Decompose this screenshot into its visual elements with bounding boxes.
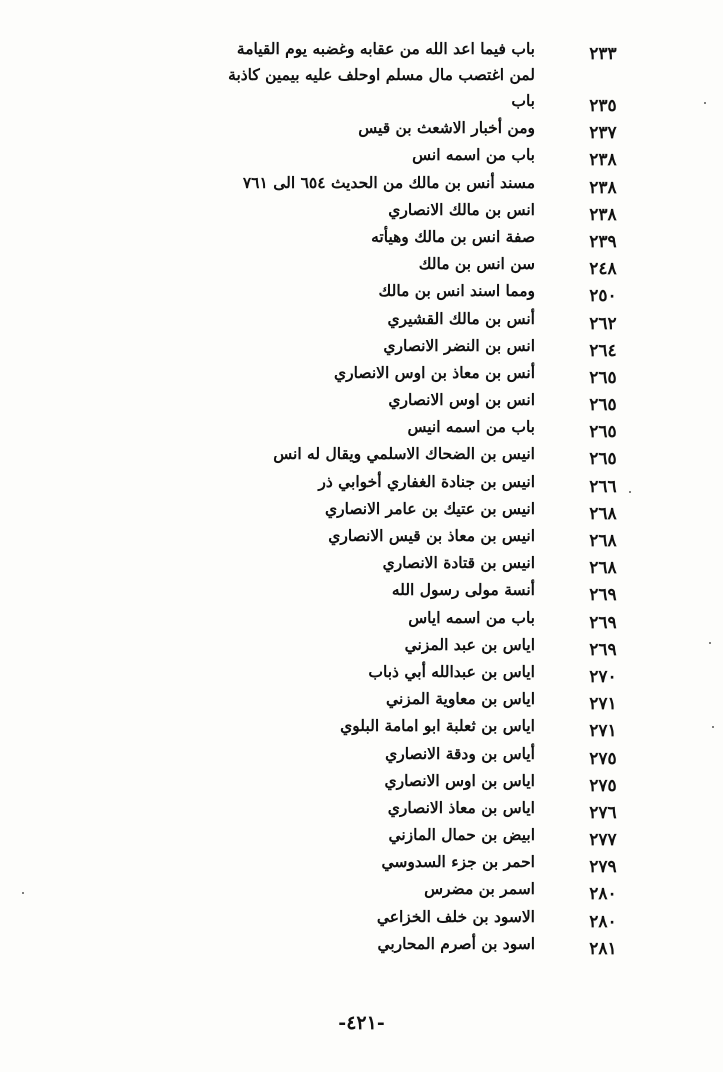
toc-entry [0,142,723,169]
entry-title: اياس بن ثعلبة ابو امامة البلوي [340,716,535,736]
entry-title: انيس بن الضحاك الاسلمي ويقال له انس [273,444,535,464]
entry-page-number: ٢٤٨ [589,259,617,280]
toc-entry [0,441,723,468]
scan-speck [712,726,714,728]
toc-entry [0,849,723,876]
toc-entry [0,523,723,550]
entry-page-number: ٢٨٠ [589,884,617,905]
entry-title: ومن أخبار الاشعث بن قيس [358,118,535,138]
toc-entry [0,632,723,659]
entry-page-number: ٢٦٥ [589,367,617,388]
toc-entry [0,876,723,903]
entry-title-line: باب فيما اعد الله من عقابه وغضبه يوم القيامة [236,39,535,58]
toc-entry [0,469,723,496]
entry-page-number: ٢٥٠ [589,286,617,307]
entry-page-number: ٢٧٧ [589,830,617,851]
scan-speck [709,642,711,644]
entry-page-number: ٢٦٩ [589,612,617,633]
entry-page-number: ٢٦٥ [589,422,617,443]
entry-title-line: لمن اغتصب مال مسلم اوحلف عليه بيمين كاذبة [228,65,535,84]
entry-page-number: ٢٦٨ [589,558,617,579]
entry-title: أنس بن مالك القشيري [387,308,535,328]
toc-entry [0,605,723,632]
entry-title: انيس بن معاذ بن قيس الانصاري [328,526,535,545]
toc-entry [0,306,723,333]
toc-entry [0,795,723,822]
entry-page-number: ٢٧٠ [589,666,617,687]
entry-page-number: ٢٦٩ [589,639,617,660]
entry-title: اياس بن معاوية المزني [386,689,535,709]
entry-title: أنسة مولى رسول الله [391,580,535,600]
entry-title: باب [511,91,535,110]
entry-title: باب من اسمه انس [412,145,535,165]
toc-entry [0,360,723,387]
toc-entry [0,659,723,686]
toc-entry [0,197,723,224]
toc-entry [0,822,723,849]
entry-page-number: ٢٦٩ [589,585,617,606]
entry-title: اسمر بن مضرس [424,879,535,899]
toc-entry [0,577,723,604]
toc-entry [0,741,723,768]
toc-entry [0,550,723,577]
entry-title: اياس بن عبد المزني [404,634,535,654]
entry-title: صفة انس بن مالك وهيأته [371,226,535,246]
toc-entry [0,333,723,360]
entry-page-number: ٢٣٨ [589,204,617,225]
page-number-footer: -٤٢١- [338,1012,385,1034]
entry-title: اياس بن اوس الانصاري [384,770,535,790]
toc-entry [0,251,723,278]
entry-title: باب من اسمه انيس [407,417,535,437]
entry-page-number: ٢٧٥ [589,775,617,796]
entry-page-number: ٢٦٥ [589,395,617,416]
toc-entry [0,36,723,88]
entry-title: سن انس بن مالك [418,254,535,274]
toc-entry [0,387,723,414]
entry-title: مسند أنس بن مالك من الحديث ٦٥٤ الى ٧٦١ [242,172,535,192]
entry-title: أياس بن ودقة الانصاري [385,743,535,763]
entry-title: ومما اسند انس بن مالك [378,281,535,301]
entry-page-number: ٢٣٩ [589,231,617,252]
toc-entry [0,686,723,713]
entry-page-number: ٢٣٥ [589,96,617,116]
entry-title: انس بن اوس الانصاري [388,390,535,410]
entry-title: ابيض بن حمال المازني [388,825,535,845]
scan-speck [704,102,706,104]
toc-entry [0,768,723,795]
toc-entry [0,713,723,740]
entry-title [228,36,535,88]
entry-page-number: ٢٦٨ [589,503,617,524]
toc-entry [0,224,723,251]
entry-page-number: ٢٦٨ [589,531,617,551]
entry-title: باب من اسمه اياس [408,607,535,627]
toc-entry [0,88,723,115]
scan-speck [22,892,24,894]
toc-entry [0,931,723,958]
entry-page-number: ٢٧٥ [589,748,617,769]
entry-page-number: ٢٧٦ [589,802,617,823]
entry-page-number: ٢٨٠ [589,911,617,932]
entry-title: انيس بن عتيك بن عامر الانصاري [325,498,535,518]
toc-entry [0,414,723,441]
entry-page-number: ٢٦٦ [589,476,617,497]
entry-title: انس بن النضر الانصاري [383,335,535,355]
table-of-contents [0,36,723,958]
entry-page-number: ٢٦٥ [589,449,617,470]
entry-title: الاسود بن خلف الخزاعي [376,906,535,926]
entry-title: انيس بن قتادة الانصاري [382,553,535,573]
entry-page-number: ٢٣٣ [589,44,617,64]
entry-title: اياس بن عبدالله أبي ذباب [368,661,535,681]
entry-title: اياس بن معاذ الانصاري [387,797,535,817]
entry-title: أنس بن معاذ بن اوس الانصاري [334,362,535,382]
toc-entry [0,115,723,142]
entry-page-number: ٢٣٨ [589,177,617,198]
entry-page-number: ٢٨١ [589,938,617,959]
entry-title: انيس بن جنادة الغفاري أخوابي ذر [318,471,535,491]
entry-page-number: ٢٧٩ [589,857,617,878]
entry-title: احمر بن جزء السدوسي [381,852,535,872]
scan-speck [629,491,631,493]
entry-page-number: ٢٧١ [589,721,617,742]
entry-page-number: ٢٣٧ [589,123,617,144]
entry-title: انس بن مالك الانصاري [388,199,535,219]
toc-entry [0,170,723,197]
entry-page-number: ٢٦٢ [589,313,617,334]
toc-entry [0,496,723,523]
toc-entry [0,904,723,931]
entry-title: اسود بن أصرم المحاربي [377,933,535,953]
entry-page-number: ٢٦٤ [589,340,617,361]
toc-entry [0,278,723,305]
entry-page-number: ٢٧١ [589,694,617,715]
entry-page-number: ٢٣٨ [589,150,617,171]
